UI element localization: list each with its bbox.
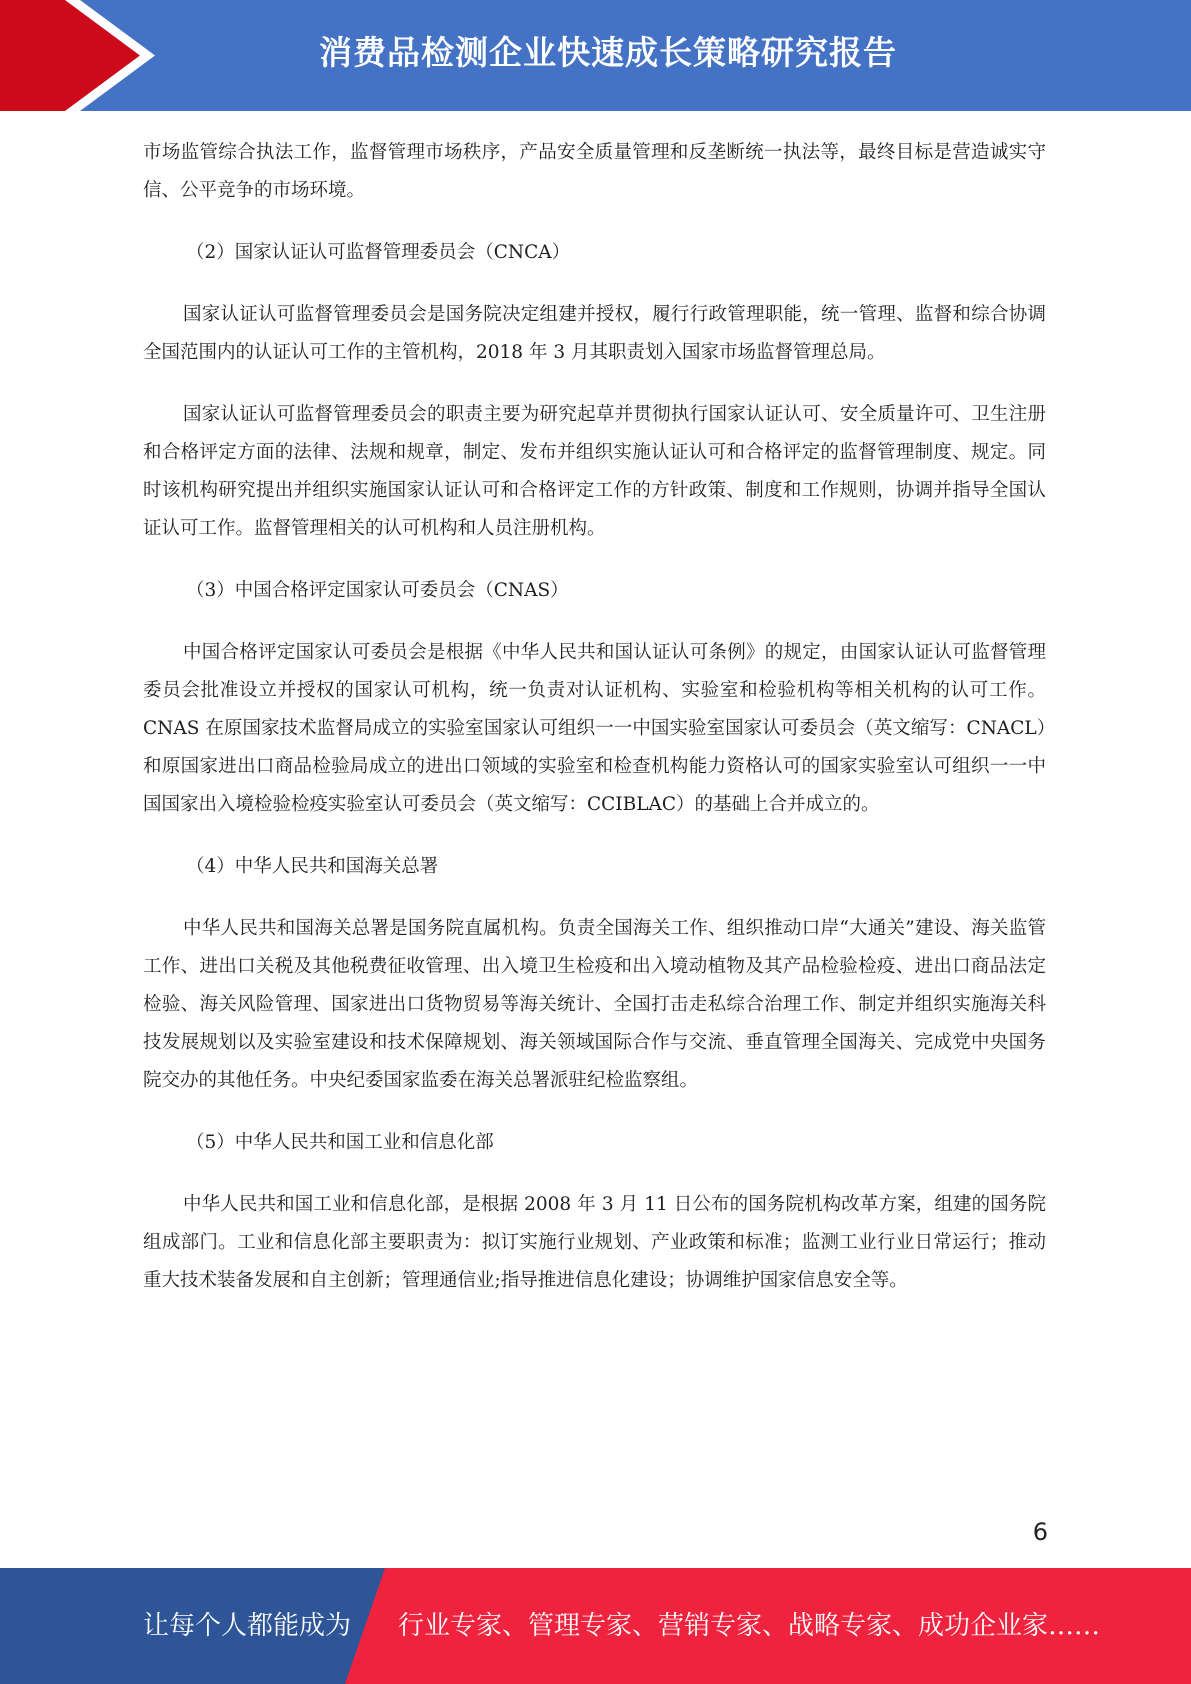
section-heading-customs: （4）中华人民共和国海关总署: [186, 856, 439, 877]
paragraph-customs: 中华人民共和国海关总署是国务院直属机构。负责全国海关工作、组织推动口岸“大通关”建设、海关监管工作、进出口关税及其他税费征收管理、出入境卫生检疫和出入境动植物及其产品检验检疫、进出口商品法定检验、海关风险管理、国家进出口货物贸易等海关统计、全国打击走私综合治理工作、制定并组织实施海关科技发展规划以及实验室建设和技术保障规划、海关领域国际合作与交流、垂直管理全国海关、完成党中央国务院交办的其他任务。中央纪委国家监委在海关总署派驻纪检监察组。: [143, 918, 1046, 1091]
paragraph-continuation: 市场监管综合执法工作，监督管理市场秩序，产品安全质量管理和反垄断统一执法等，最终目标是营造诚实守信、公平竞争的市场环境。: [143, 142, 1046, 201]
report-title: 消费品检测企业快速成长策略研究报告: [319, 33, 897, 72]
document-body: [143, 134, 1046, 1324]
section-heading-cnca: （2）国家认证认可监督管理委员会（CNCA）: [186, 242, 571, 263]
section-heading-cnas: （3）中国合格评定国家认可委员会（CNAS）: [186, 580, 569, 601]
section-heading-miit: （5）中华人民共和国工业和信息化部: [186, 1132, 494, 1153]
footer-slogan-left: 让每个人都能成为: [143, 1611, 352, 1641]
page-number: 6: [1032, 1518, 1048, 1546]
footer-slogan-right: 行业专家、管理专家、营销专家、战略专家、成功企业家……: [398, 1611, 1101, 1641]
page-header: [0, 0, 1191, 111]
paragraph-cnas: 中国合格评定国家认可委员会是根据《中华人民共和国认证认可条例》的规定，由国家认证认可监督管理委员会批准设立并授权的国家认可机构，统一负责对认证机构、实验室和检验机构等相关机构的认可工作。CNAS 在原国家技术监督局成立的实验室国家认可组织一一中国实验室国家认可委员会（英文缩写：CNACL）和原国家进出口商品检验局成立的进出口领域的实验室和检查机构能力资格认可的国家实验室认可组织一一中国国家出入境检验检疫实验室认可委员会（英文缩写：CCIBLAC）的基础上合并成立的。: [143, 642, 1046, 815]
paragraph-cnca-duties: 国家认证认可监督管理委员会的职责主要为研究起草并贯彻执行国家认证认可、安全质量许可、卫生注册和合格评定方面的法律、法规和规章，制定、发布并组织实施认证认可和合格评定的监督管理制度、规定。同时该机构研究提出并组织实施国家认证认可和合格评定工作的方针政策、制度和工作规则，协调并指导全国认证认可工作。监督管理相关的认可机构和人员注册机构。: [143, 404, 1046, 539]
paragraph-miit: 中华人民共和国工业和信息化部，是根据 2008 年 3 月 11 日公布的国务院机构改革方案，组建的国务院组成部门。工业和信息化部主要职责为：拟订实施行业规划、产业政策和标准；监测工业行业日常运行；推动重大技术装备发展和自主创新；管理通信业;指导推进信息化建设；协调维护国家信息安全等。: [143, 1194, 1046, 1291]
paragraph-cnca-intro: 国家认证认可监督管理委员会是国务院决定组建并授权，履行行政管理职能，统一管理、监督和综合协调全国范围内的认证认可工作的主管机构，2018 年 3 月其职责划入国家市场监督管理总局。: [143, 304, 1046, 363]
page-footer: [0, 1568, 1191, 1684]
